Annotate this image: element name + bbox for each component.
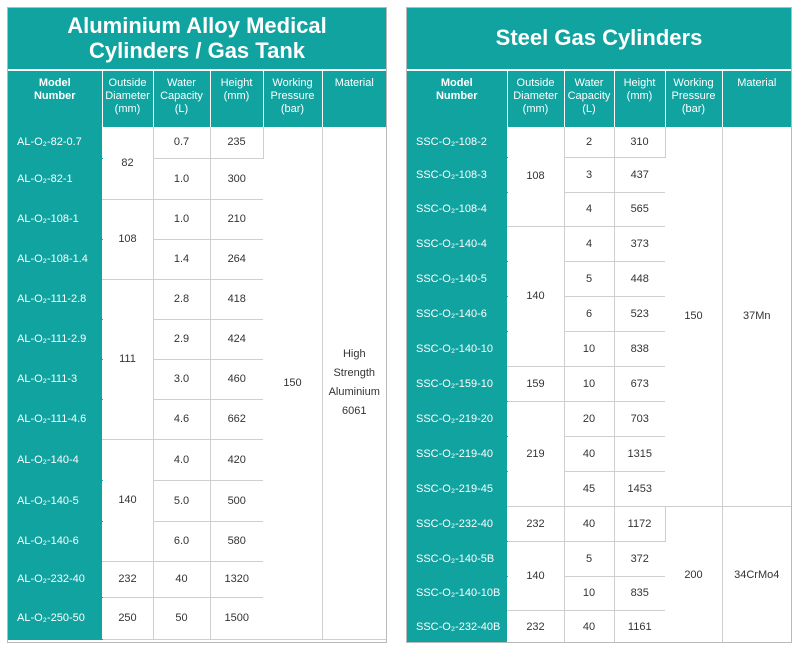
- outside-diameter-cell: 140: [507, 541, 564, 610]
- working-pressure-cell: 200: [665, 506, 722, 643]
- height-cell: 372: [614, 541, 665, 576]
- steel-panel-title: Steel Gas Cylinders: [407, 8, 791, 71]
- aluminium-panel-title: [8, 8, 386, 71]
- table-header-row: [8, 71, 386, 127]
- model-number-cell: SSC-O₂-108-4: [407, 192, 507, 226]
- height-cell: 703: [614, 401, 665, 436]
- height-cell: 310: [614, 127, 665, 157]
- water-capacity-cell: 40: [564, 506, 614, 541]
- header-outside-diameter: Outside Diameter (mm): [102, 71, 153, 127]
- water-capacity-cell: 45: [564, 471, 614, 506]
- material-cell: 37Mn: [722, 127, 791, 506]
- water-capacity-cell: 5: [564, 541, 614, 576]
- height-cell: 662: [210, 399, 263, 439]
- outside-diameter-cell: 219: [507, 401, 564, 506]
- steel-spec-table: [407, 71, 791, 643]
- model-number-cell: SSC-O₂-159-10: [407, 366, 507, 401]
- header-model-number: Model Number: [407, 71, 507, 127]
- model-number-cell: AL-O₂-111-2.8: [8, 279, 102, 319]
- water-capacity-cell: 3: [564, 157, 614, 192]
- header-water-capacity: Water Capacity (L): [153, 71, 210, 127]
- height-cell: 448: [614, 261, 665, 296]
- model-number-cell: AL-O₂-232-40: [8, 561, 102, 597]
- height-cell: 500: [210, 480, 263, 521]
- header-material: Material: [322, 71, 386, 127]
- outside-diameter-cell: 140: [507, 226, 564, 366]
- height-cell: 300: [210, 158, 263, 199]
- water-capacity-cell: 1.4: [153, 239, 210, 279]
- outside-diameter-cell: 232: [507, 506, 564, 541]
- height-cell: 673: [614, 366, 665, 401]
- outside-diameter-cell: 140: [102, 439, 153, 561]
- model-number-cell: SSC-O₂-232-40: [407, 506, 507, 541]
- water-capacity-cell: 3.0: [153, 359, 210, 399]
- table-header-row: [407, 71, 791, 127]
- height-cell: 235: [210, 127, 263, 158]
- header-model-number: Model Number: [8, 71, 102, 127]
- model-number-cell: AL-O₂-111-4.6: [8, 399, 102, 439]
- height-cell: 210: [210, 199, 263, 239]
- outside-diameter-cell: 108: [507, 127, 564, 226]
- working-pressure-cell: 150: [665, 127, 722, 506]
- water-capacity-cell: 0.7: [153, 127, 210, 158]
- outside-diameter-cell: 232: [102, 561, 153, 597]
- water-capacity-cell: 5.0: [153, 480, 210, 521]
- water-capacity-cell: 40: [564, 610, 614, 643]
- outside-diameter-cell: 82: [102, 127, 153, 199]
- height-cell: 1453: [614, 471, 665, 506]
- outside-diameter-cell: 232: [507, 610, 564, 643]
- height-cell: 424: [210, 319, 263, 359]
- header-working-pressure: Working Pressure (bar): [263, 71, 322, 127]
- height-cell: 460: [210, 359, 263, 399]
- water-capacity-cell: 40: [564, 436, 614, 471]
- water-capacity-cell: 4: [564, 192, 614, 226]
- height-cell: 523: [614, 296, 665, 331]
- model-number-cell: SSC-O₂-108-2: [407, 127, 507, 157]
- water-capacity-cell: 5: [564, 261, 614, 296]
- water-capacity-cell: 50: [153, 597, 210, 639]
- header-working-pressure: Working Pressure (bar): [665, 71, 722, 127]
- aluminium-cylinders-panel: [7, 7, 387, 643]
- model-number-cell: AL-O₂-111-3: [8, 359, 102, 399]
- outside-diameter-cell: 250: [102, 597, 153, 639]
- model-number-cell: AL-O₂-140-4: [8, 439, 102, 480]
- model-number-cell: AL-O₂-82-0.7: [8, 127, 102, 158]
- height-cell: 420: [210, 439, 263, 480]
- water-capacity-cell: 6.0: [153, 521, 210, 561]
- water-capacity-cell: 6: [564, 296, 614, 331]
- height-cell: 373: [614, 226, 665, 261]
- header-height: Height (mm): [210, 71, 263, 127]
- water-capacity-cell: 4: [564, 226, 614, 261]
- water-capacity-cell: 4.0: [153, 439, 210, 480]
- model-number-cell: SSC-O₂-140-4: [407, 226, 507, 261]
- outside-diameter-cell: 159: [507, 366, 564, 401]
- water-capacity-cell: 2.8: [153, 279, 210, 319]
- water-capacity-cell: 10: [564, 366, 614, 401]
- model-number-cell: SSC-O₂-140-10B: [407, 576, 507, 610]
- height-cell: 835: [614, 576, 665, 610]
- model-number-cell: AL-O₂-250-50: [8, 597, 102, 639]
- water-capacity-cell: 2.9: [153, 319, 210, 359]
- outside-diameter-cell: 111: [102, 279, 153, 439]
- water-capacity-cell: 1.0: [153, 199, 210, 239]
- outside-diameter-cell: 108: [102, 199, 153, 279]
- model-number-cell: AL-O₂-82-1: [8, 158, 102, 199]
- model-number-cell: SSC-O₂-140-5: [407, 261, 507, 296]
- model-number-cell: AL-O₂-108-1.4: [8, 239, 102, 279]
- model-number-cell: SSC-O₂-108-3: [407, 157, 507, 192]
- table-row: [407, 506, 791, 541]
- steel-cylinders-panel: [406, 7, 792, 643]
- height-cell: 1500: [210, 597, 263, 639]
- height-cell: 437: [614, 157, 665, 192]
- water-capacity-cell: 10: [564, 331, 614, 366]
- material-cell: High Strength Aluminium 6061: [322, 127, 386, 639]
- model-number-cell: AL-O₂-108-1: [8, 199, 102, 239]
- table-row: [407, 127, 791, 157]
- aluminium-title-line-2: Cylinders / Gas Tank: [88, 37, 305, 63]
- model-number-cell: SSC-O₂-219-45: [407, 471, 507, 506]
- model-number-cell: SSC-O₂-140-5B: [407, 541, 507, 576]
- water-capacity-cell: 1.0: [153, 158, 210, 199]
- model-number-cell: AL-O₂-140-6: [8, 521, 102, 561]
- height-cell: 838: [614, 331, 665, 366]
- height-cell: 1320: [210, 561, 263, 597]
- height-cell: 580: [210, 521, 263, 561]
- header-height: Height (mm): [614, 71, 665, 127]
- model-number-cell: SSC-O₂-140-10: [407, 331, 507, 366]
- height-cell: 1315: [614, 436, 665, 471]
- material-cell: 34CrMo4: [722, 506, 791, 643]
- height-cell: 264: [210, 239, 263, 279]
- height-cell: 1161: [614, 610, 665, 643]
- header-material: Material: [722, 71, 791, 127]
- height-cell: 418: [210, 279, 263, 319]
- model-number-cell: AL-O₂-140-5: [8, 480, 102, 521]
- height-cell: 565: [614, 192, 665, 226]
- height-cell: 1172: [614, 506, 665, 541]
- model-number-cell: AL-O₂-111-2.9: [8, 319, 102, 359]
- aluminium-title-line-1: Aluminium Alloy Medical: [67, 12, 327, 38]
- model-number-cell: SSC-O₂-232-40B: [407, 610, 507, 643]
- working-pressure-cell: 150: [263, 127, 322, 639]
- table-row: [8, 127, 386, 158]
- model-number-cell: SSC-O₂-219-40: [407, 436, 507, 471]
- aluminium-spec-table: [8, 71, 386, 640]
- header-outside-diameter: Outside Diameter (mm): [507, 71, 564, 127]
- water-capacity-cell: 40: [153, 561, 210, 597]
- header-water-capacity: Water Capacity (L): [564, 71, 614, 127]
- model-number-cell: SSC-O₂-140-6: [407, 296, 507, 331]
- model-number-cell: SSC-O₂-219-20: [407, 401, 507, 436]
- water-capacity-cell: 10: [564, 576, 614, 610]
- water-capacity-cell: 2: [564, 127, 614, 157]
- water-capacity-cell: 4.6: [153, 399, 210, 439]
- water-capacity-cell: 20: [564, 401, 614, 436]
